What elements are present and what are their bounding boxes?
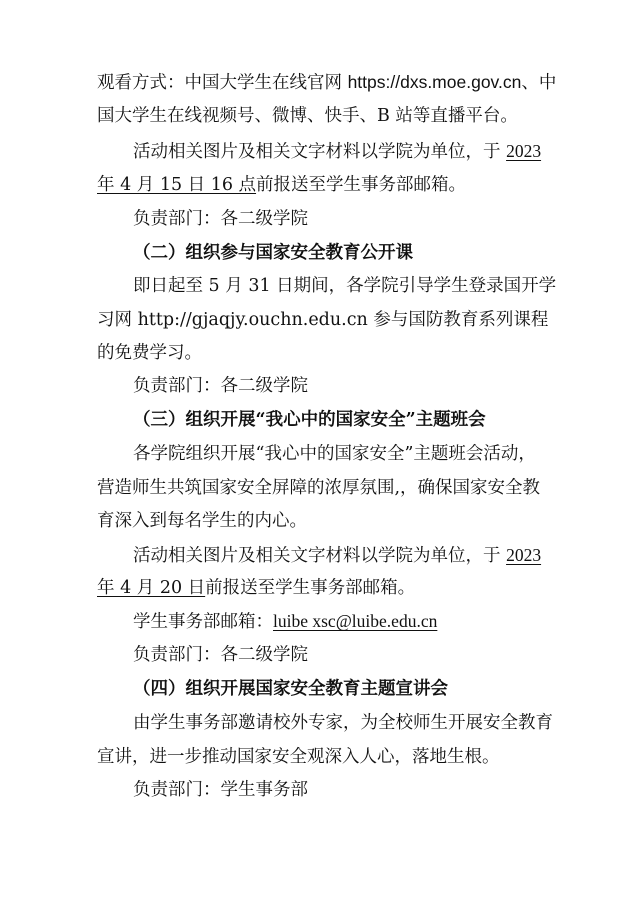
deadline-year: 2023: [506, 141, 542, 161]
responsible-dept-3: 负责部门：各二级学院: [133, 645, 308, 665]
materials-2-submit-text: 前报送至学生事务部邮箱。: [205, 578, 416, 598]
email-link[interactable]: luibe xsc@luibe.edu.cn: [273, 611, 438, 631]
materials-deadline-line-2: [97, 173, 466, 197]
section-2-heading: （二）组织参与国家安全教育公开课: [133, 243, 413, 263]
viewing-method-continuation: 、中: [521, 73, 557, 93]
section-3-heading: （三）组织开展“我心中的国家安全”主题班会: [133, 410, 486, 430]
viewing-method-line-2: 国大学生在线视频号、微博、快手、B 站等直播平台。: [97, 106, 518, 126]
section-4-heading: （四）组织开展国家安全教育主题宣讲会: [133, 679, 448, 699]
section-3-line-2: 营造师生共筑国家安全屏障的浓厚氛围,，确保国家安全教: [97, 478, 541, 498]
materials-deadline-2-line-1: [133, 543, 541, 568]
section-2-line-1: 即日起至 5 月 31 日期间，各学院引导学生登录国开学: [133, 276, 557, 296]
section-4-line-1: 由学生事务部邀请校外专家，为全校师生开展安全教育: [133, 713, 553, 733]
materials-deadline-text: 活动相关图片及相关文字材料以学院为单位，于: [133, 142, 507, 162]
materials-deadline-2-text: 活动相关图片及相关文字材料以学院为单位，于: [133, 546, 507, 566]
email-label: 学生事务部邮箱：: [133, 612, 273, 632]
deadline-date: 年 4 月 15 日 16 点: [97, 175, 257, 195]
deadline-2-year: 2023: [506, 545, 542, 565]
viewing-method-label: 观看方式：中国大学生在线官网: [97, 73, 348, 93]
materials-deadline-2-line-2: [97, 576, 415, 600]
email-line: [133, 609, 437, 634]
viewing-method-line-1: [97, 70, 556, 95]
section-2-line-2: 习网 http://gjaqjy.ouchn.edu.cn 参与国防教育系列课程: [97, 310, 549, 330]
responsible-dept-2: 负责部门：各二级学院: [133, 376, 308, 396]
deadline-2-date: 年 4 月 20 日: [97, 578, 206, 598]
section-4-line-2: 宣讲，进一步推动国家安全观深入人心，落地生根。: [97, 747, 500, 767]
materials-submit-text: 前报送至学生事务部邮箱。: [256, 175, 467, 195]
responsible-dept-4: 负责部门：学生事务部: [133, 780, 308, 800]
section-2-line-3: 的免费学习。: [97, 343, 202, 363]
responsible-dept-1: 负责部门：各二级学院: [133, 209, 308, 229]
section-3-line-1: 各学院组织开展“我心中的国家安全”主题班会活动，: [133, 444, 536, 464]
materials-deadline-line-1: [133, 139, 541, 164]
official-site-link[interactable]: https://dxs.moe.gov.cn: [347, 72, 522, 92]
section-3-line-3: 育深入到每名学生的内心。: [97, 511, 307, 531]
